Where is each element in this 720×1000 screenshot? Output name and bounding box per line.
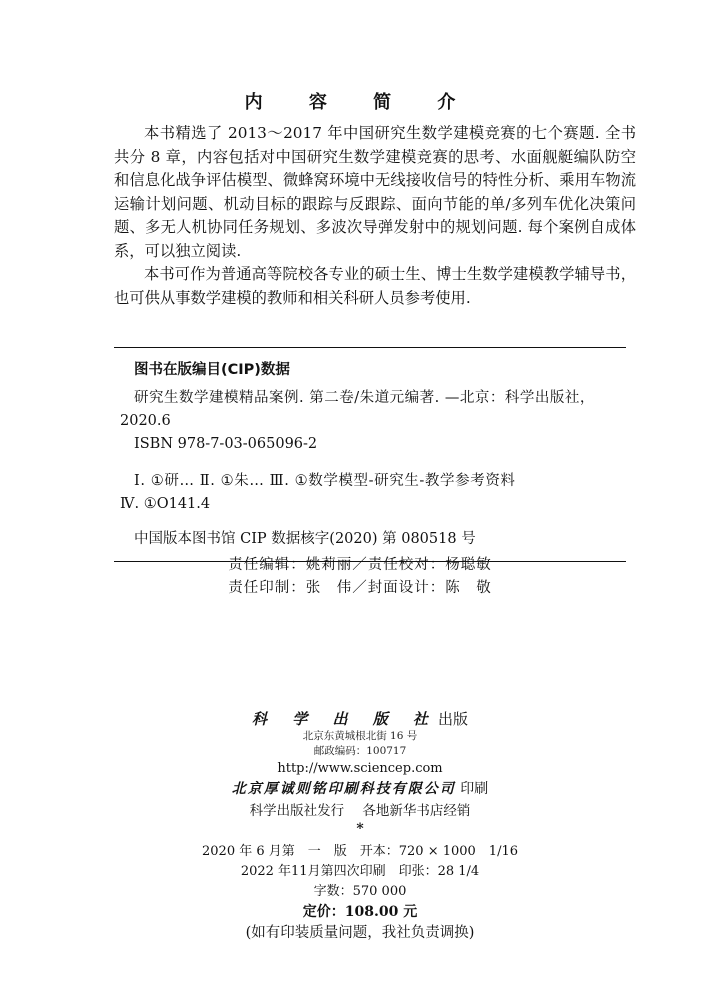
publisher-name: 科 学 出 版 社: [252, 710, 438, 728]
intro-paragraph-1: 本书精选了 2013～2017 年中国研究生数学建模竞赛的七个赛题. 全书共分 8 章，内容包括对中国研究生数学建模竞赛的思考、水面舰艇编队防空和信息化战争评估模型、微蜂窝环境中无线接收信号的特性分析、乘用车物流运输计划问题、机动目标的跟踪与反跟踪、面向节能的单/多列车优化决策问题、多无人机协同任务规划、多波次导弹发射中的规划问题. 每个案例自成体系，可以独立阅读.: [114, 124, 636, 260]
printing-line: 2022 年11月第四次印刷 印张：28 1/4: [240, 864, 480, 879]
separator-star: *: [356, 821, 364, 837]
colophon: [0, 708, 720, 944]
intro-paragraph-2: 本书可作为普通高等院校各专业的硕士生、博士生数学建模教学辅导书，也可供从事数学建模的教师和相关科研人员参考使用.: [114, 265, 636, 307]
cip-classification-2: Ⅳ. ①O141.4: [120, 496, 211, 512]
cip-heading: 图书在版编目(CIP)数据: [134, 362, 290, 378]
word-count: 字数：570 000: [313, 884, 407, 899]
cip-block: [114, 347, 626, 562]
cip-isbn: ISBN 978-7-03-065096-2: [134, 436, 318, 452]
publisher-postcode: 邮政编码：100717: [313, 745, 407, 757]
staff-line-1: 责任编辑：姚莉丽／责任校对：杨聪敏: [228, 557, 492, 573]
price: 定价：108.00 元: [302, 904, 418, 920]
publisher-suffix: 出版: [437, 710, 468, 728]
cip-classification-1: Ⅰ. ①研… Ⅱ. ①朱… Ⅲ. ①数学模型-研究生-教学参考资料: [134, 473, 516, 489]
publisher-address: 北京东黄城根北街 16 号: [302, 730, 418, 742]
cip-year: 2020.6: [120, 413, 171, 429]
printer-line: [0, 778, 720, 800]
quality-notice: (如有印装质量问题，我社负责调换): [245, 925, 475, 941]
cip-book-line: 研究生数学建模精品案例. 第二卷/朱道元编著. —北京：科学出版社，: [134, 390, 595, 406]
distribution-line: 科学出版社发行 各地新华书店经销: [249, 803, 471, 819]
intro-title: 内 容 简 介: [244, 92, 476, 113]
printer-name: 北京厚诚则铭印刷科技有限公司: [231, 781, 456, 797]
publisher-line: [0, 708, 720, 729]
staff-credits: [0, 554, 720, 600]
cip-body: [114, 379, 626, 561]
edition-line: 2020 年 6 月第 一 版 开本：720 × 1000 1/16: [202, 844, 518, 859]
intro-section: [114, 122, 636, 310]
staff-line-2: 责任印制：张 伟／封面设计：陈 敬: [228, 580, 492, 596]
cip-library-record: 中国版本图书馆 CIP 数据核字(2020) 第 080518 号: [134, 531, 476, 547]
publisher-url: http://www.sciencep.com: [277, 761, 443, 776]
printer-suffix: 印刷: [460, 781, 489, 797]
